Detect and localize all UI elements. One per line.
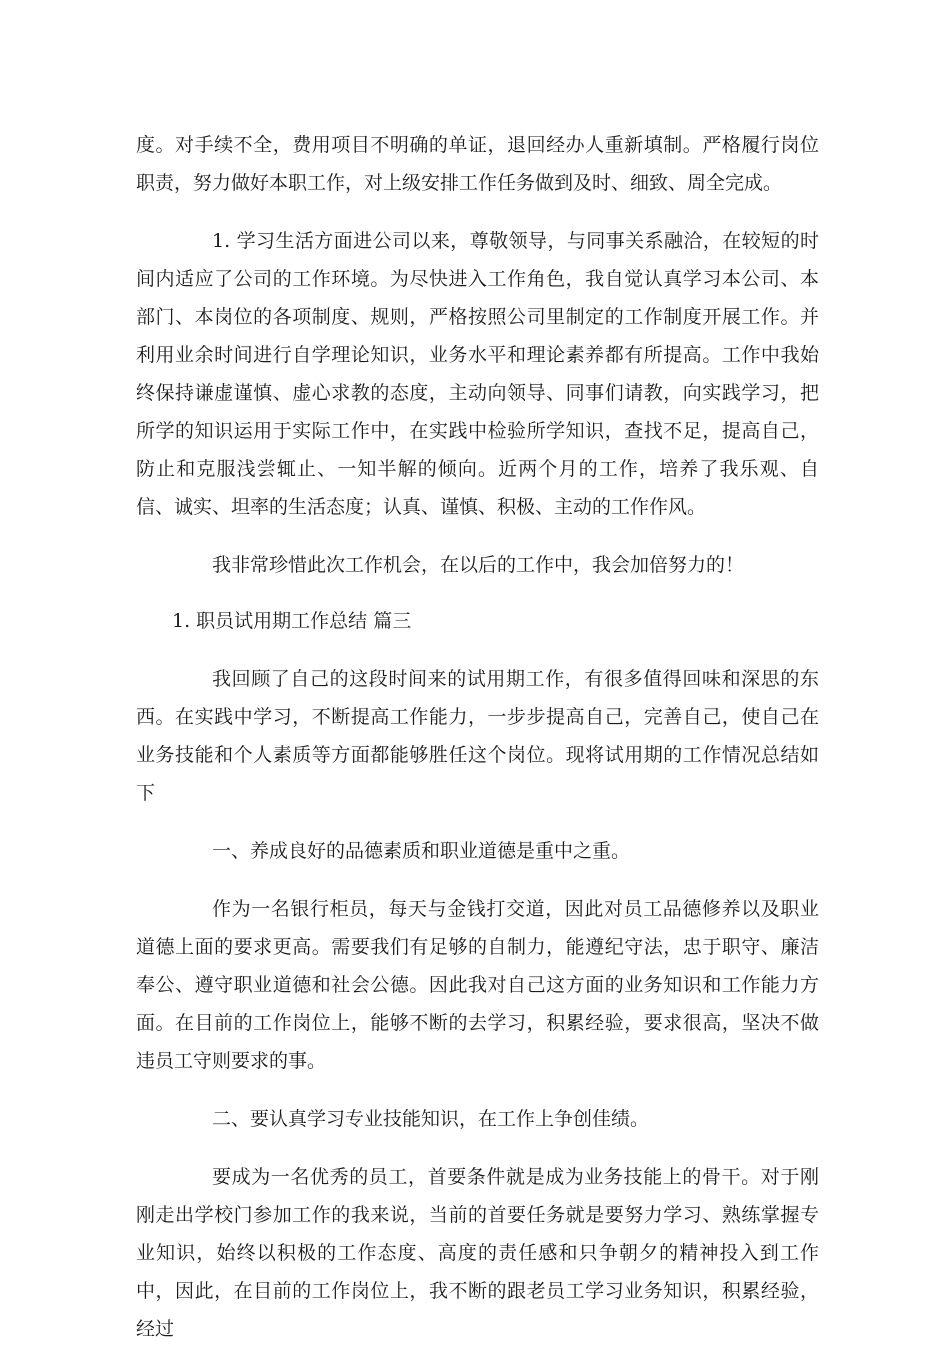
paragraph-study-life: 1. 学习生活方面进公司以来，尊敬领导，与同事关系融洽，在较短的时间内适应了公司的工作环境。为尽快进入工作角色，我自觉认真学习本公司、本部门、本岗位的各项制度、规则，严格按照公司里制定的工作制度开展工作。并利用业余时间进行自学理论知识，业务水平和理论素养都有所提高。工作中我始终保持谦虚谨慎、虚心求教的态度，主动向领导、同事们请教，向实践学习，把所学的知识运用于实际工作中，在实践中检验所学知识，查找不足，提高自己，防止和克服浅尝辄止、一知半解的倾向。近两个月的工作，培养了我乐观、自信、诚实、坦率的生活态度；认真、谨慎、积极、主动的工作作风。 xyxy=(136,230,819,518)
paragraph-continuation: 度。对手续不全，费用项目不明确的单证，退回经办人重新填制。严格履行岗位职责，努力做好本职工作，对上级安排工作任务做到及时、细致、周全完成。 xyxy=(136,134,819,194)
subheading-skills: 二、要认真学习专业技能知识，在工作上争创佳绩。 xyxy=(212,1108,650,1130)
subheading-ethics: 一、养成良好的品德素质和职业道德是重中之重。 xyxy=(212,840,631,862)
paragraph-bank-teller: 作为一名银行柜员，每天与金钱打交道，因此对员工品德修养以及职业道德上面的要求更高。需要我们有足够的自制力，能遵纪守法，忠于职守、廉洁奉公、遵守职业道德和社会公德。因此我对自己这方面的业务知识和工作能力方面。在目前的工作岗位上，能够不断的去学习，积累经验，要求很高，坚决不做违员工守则要求的事。 xyxy=(136,898,819,1072)
section-heading-part-three: 1. 职员试用期工作总结 篇三 xyxy=(172,610,412,632)
document-page xyxy=(136,126,819,1368)
paragraph-excellent-employee: 要成为一名优秀的员工，首要条件就是成为业务技能上的骨干。对于刚刚走出学校门参加工作的我来说，当前的首要任务就是要努力学习、熟练掌握专业知识，始终以积极的工作态度、高度的责任感和只争朝夕的精神投入到工作中，因此，在目前的工作岗位上，我不断的跟老员工学习业务知识，积累经验，经过 xyxy=(136,1166,819,1340)
paragraph-cherish-opportunity: 我非常珍惜此次工作机会，在以后的工作中，我会加倍努力的！ xyxy=(212,554,745,576)
paragraph-review: 我回顾了自己的这段时间来的试用期工作，有很多值得回味和深思的东西。在实践中学习，不断提高工作能力，一步步提高自己，完善自己，使自己在业务技能和个人素质等方面都能够胜任这个岗位。现将试用期的工作情况总结如下 xyxy=(136,668,819,804)
